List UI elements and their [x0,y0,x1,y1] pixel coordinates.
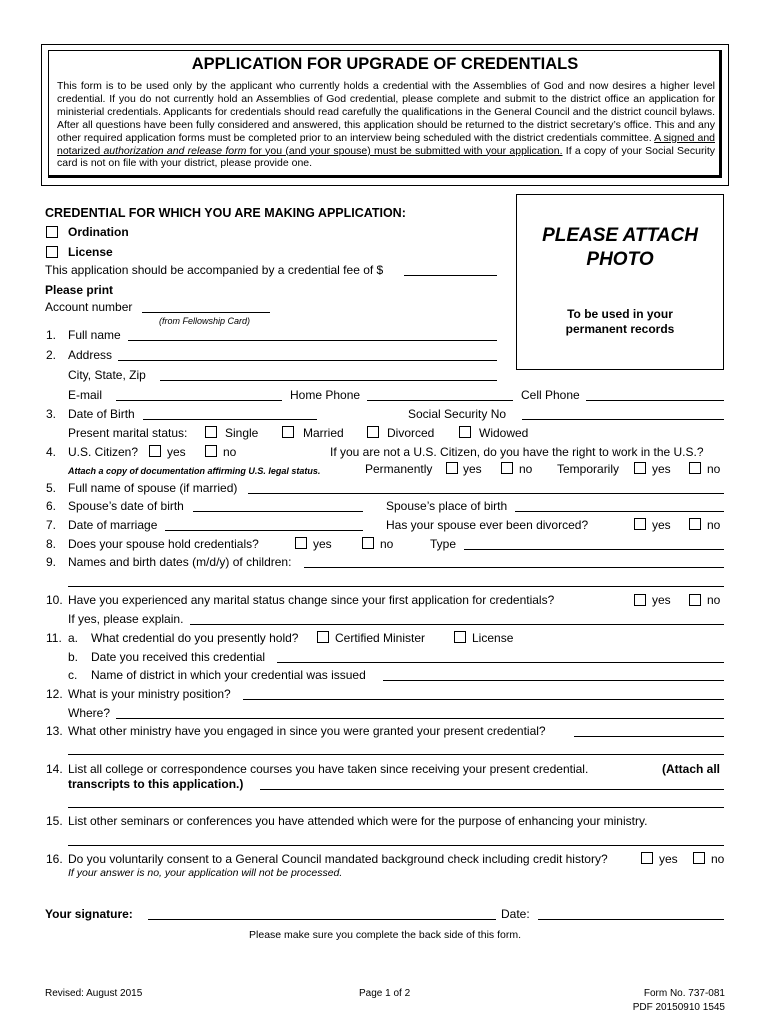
footer-pdf: PDF 20150910 1545 [632,1002,725,1013]
q10-yes-checkbox[interactable] [634,594,646,606]
spouse-pob-label: Spouse’s place of birth [386,499,508,513]
spouse-cred-yes-label: yes [313,537,332,551]
permanent-no-checkbox[interactable] [501,462,513,474]
email-label: E-mail [68,388,103,402]
citizen-no-checkbox[interactable] [205,445,217,457]
type-field[interactable] [464,549,724,550]
q12-label: What is your ministry position? [68,687,231,701]
intro-underline-2: for you (and your spouse) must be submitted with your application. [246,144,563,157]
address-field[interactable] [118,360,497,361]
email-field[interactable] [116,400,282,401]
intro-main: This form is to be used only by the applicant who currently holds a credential with the Assemblies of God and now desires a higher level credential. If you do not currently hold an Assemblies of God credential, please complete and submit to the district office an application for ministerial credentials. Applicants for credentials should read carefully the qualifications in the General Council and the district council bylaws. After all questions have been fully considered and answered, this application should be returned to the district secretary’s office. This and any other required application forms must be completed prior to an interview being scheduled with the district credentials committee. [57,80,715,144]
children-field-2[interactable] [68,586,724,587]
item-2-number: 2. [46,348,57,362]
widowed-checkbox[interactable] [459,426,471,438]
where-label: Where? [68,706,111,720]
city-state-zip-field[interactable] [160,380,497,381]
spouse-pob-field[interactable] [515,511,724,512]
signature-label: Your signature: [45,907,133,921]
footer-page: Page 1 of 2 [359,988,411,999]
item-13-number: 13. [46,724,63,738]
q16-no-label: no [711,852,725,866]
item-6-number: 6. [46,499,57,513]
photo-sub-line2: permanent records [565,322,675,336]
fee-field[interactable] [404,275,497,276]
ssn-field[interactable] [522,419,724,420]
cell-phone-field[interactable] [586,400,724,401]
item-10-number: 10. [46,593,63,607]
q13-field-2[interactable] [68,754,724,755]
spouse-cred-yes-checkbox[interactable] [295,537,307,549]
single-checkbox[interactable] [205,426,217,438]
citizen-no-label: no [223,445,237,459]
full-name-label: Full name [68,328,121,342]
q12-field[interactable] [243,699,724,700]
license-label: License [68,245,113,259]
intro-underline-italic: authorization and release form [103,144,247,157]
spouse-dob-label: Spouse’s date of birth [68,499,184,513]
q11c-field[interactable] [383,680,724,681]
fellowship-card-note: (from Fellowship Card) [159,316,251,326]
married-label: Married [303,426,344,440]
q11a-letter: a. [68,631,79,645]
item-15-number: 15. [46,814,63,828]
q16-yes-checkbox[interactable] [641,852,653,864]
ordination-checkbox[interactable] [46,226,58,238]
home-phone-field[interactable] [367,400,513,401]
city-state-zip-label: City, State, Zip [68,368,146,382]
signature-date-label: Date: [501,907,530,921]
item-8-number: 8. [46,537,57,551]
q14-field-2[interactable] [68,807,724,808]
certified-minister-checkbox[interactable] [317,631,329,643]
item-16-number: 16. [46,852,63,866]
photo-title-line2: PHOTO [586,249,654,270]
spouse-credentials-label: Does your spouse hold credentials? [68,537,259,551]
item-5-number: 5. [46,481,57,495]
license-checkbox[interactable] [46,246,58,258]
q16-yes-label: yes [659,852,678,866]
spouse-cred-no-label: no [380,537,394,551]
item-12-number: 12. [46,687,63,701]
children-label: Names and birth dates (m/d/y) of children: [68,555,292,569]
back-side-note: Please make sure you complete the back side of this form. [249,929,521,941]
q13-label: What other ministry have you engaged in since you were granted your present credential? [68,724,546,738]
signature-date-field[interactable] [538,919,724,920]
ssn-label: Social Security No [408,407,507,421]
q14-attach-b: transcripts to this application.) [68,777,244,791]
spouse-divorced-no-label: no [707,518,721,532]
q16-no-checkbox[interactable] [693,852,705,864]
photo-sub-line1: To be used in your [567,307,673,321]
type-label: Type [430,537,457,551]
cell-phone-label: Cell Phone [521,388,580,402]
item-1-number: 1. [46,328,57,342]
spouse-divorced-yes-label: yes [652,518,671,532]
temporary-no-checkbox[interactable] [689,462,701,474]
children-field[interactable] [304,567,724,568]
temporary-yes-checkbox[interactable] [634,462,646,474]
item-14-number: 14. [46,762,63,776]
spouse-name-field[interactable] [248,493,724,494]
widowed-label: Widowed [479,426,529,440]
item-7-number: 7. [46,518,57,532]
license-held-checkbox[interactable] [454,631,466,643]
item-4-number: 4. [46,445,57,459]
account-number-label: Account number [45,300,133,314]
credential-heading: CREDENTIAL FOR WHICH YOU ARE MAKING APPLICATION: [45,206,406,220]
spouse-divorced-yes-checkbox[interactable] [634,518,646,530]
photo-title-line1: PLEASE ATTACH [542,225,698,246]
where-field[interactable] [116,718,724,719]
license-held-label: License [472,631,514,645]
q10-yes-label: yes [652,593,671,607]
q14-field[interactable] [260,789,724,790]
single-label: Single [225,426,259,440]
q10-no-checkbox[interactable] [689,594,701,606]
photo-title [516,224,724,272]
permanent-yes-checkbox[interactable] [446,462,458,474]
q10-explain-field[interactable] [190,624,724,625]
please-print: Please print [45,283,114,297]
permanently-label: Permanently [365,462,433,476]
dob-field[interactable] [143,419,317,420]
photo-box [516,194,724,370]
spouse-divorced-no-checkbox[interactable] [689,518,701,530]
spouse-cred-no-checkbox[interactable] [362,537,374,549]
q10-label: Have you experienced any marital status change since your first application for credentials? [68,593,555,607]
marriage-date-label: Date of marriage [68,518,158,532]
item-9-number: 9. [46,555,57,569]
item-3-number: 3. [46,407,57,421]
marital-status-label: Present marital status: [68,426,188,440]
married-checkbox[interactable] [282,426,294,438]
photo-subtitle [516,307,724,337]
not-citizen-question: If you are not a U.S. Citizen, do you have the right to work in the U.S.? [330,445,704,459]
fee-label: This application should be accompanied by a credential fee of $ [45,263,384,277]
q14-attach-a: (Attach all [662,762,721,776]
item-11-number: 11. [46,631,62,645]
spouse-divorced-label: Has your spouse ever been divorced? [386,518,589,532]
q16-note: If your answer is no, your application will not be processed. [68,867,343,879]
permanent-yes-label: yes [463,462,482,476]
account-number-field[interactable] [142,312,270,313]
intro-underline-1: A signed and notarized [57,131,715,157]
q10-no-label: no [707,593,721,607]
home-phone-label: Home Phone [290,388,361,402]
q15-field[interactable] [68,845,724,846]
q15-label: List other seminars or conferences you have attended which were for the purpose of enhancing your ministry. [68,814,648,828]
q11b-field[interactable] [277,662,724,663]
marriage-date-field[interactable] [165,530,363,531]
intro-tail: If a copy of your Social Security card is not on file with your district, please provide one. [57,144,715,170]
temporarily-label: Temporarily [557,462,620,476]
citizen-yes-label: yes [167,445,186,459]
temporary-yes-label: yes [652,462,671,476]
spouse-name-label: Full name of spouse (if married) [68,481,238,495]
q13-field[interactable] [574,736,724,737]
divorced-label: Divorced [387,426,435,440]
spouse-dob-field[interactable] [193,511,363,512]
temporary-no-label: no [707,462,721,476]
q11c-label: Name of district in which your credential was issued [91,668,366,682]
footer-revised: Revised: August 2015 [45,988,143,999]
dob-label: Date of Birth [68,407,135,421]
q11b-label: Date you received this credential [91,650,266,664]
attach-doc-note: Attach a copy of documentation affirming U.S. legal status. [68,466,321,476]
q14-label: List all college or correspondence courses you have taken since receiving your present credential. [68,762,589,776]
us-citizen-label: U.S. Citizen? [68,445,139,459]
footer-form-no: Form No. 737-081 [643,988,725,999]
form-title: APPLICATION FOR UPGRADE OF CREDENTIALS [191,55,579,73]
permanent-no-label: no [519,462,533,476]
signature-field[interactable] [148,919,496,920]
divorced-checkbox[interactable] [367,426,379,438]
q16-label: Do you voluntarily consent to a General Council mandated background check including credit history? [68,852,608,866]
address-label: Address [68,348,113,362]
q11b-letter: b. [68,650,79,664]
full-name-field[interactable] [128,340,497,341]
ordination-label: Ordination [68,225,129,239]
q11a-label: What credential do you presently hold? [91,631,299,645]
q10-explain-label: If yes, please explain. [68,612,184,626]
citizen-yes-checkbox[interactable] [149,445,161,457]
certified-minister-label: Certified Minister [335,631,426,645]
q11c-letter: c. [68,668,78,682]
intro-paragraph [57,80,715,170]
